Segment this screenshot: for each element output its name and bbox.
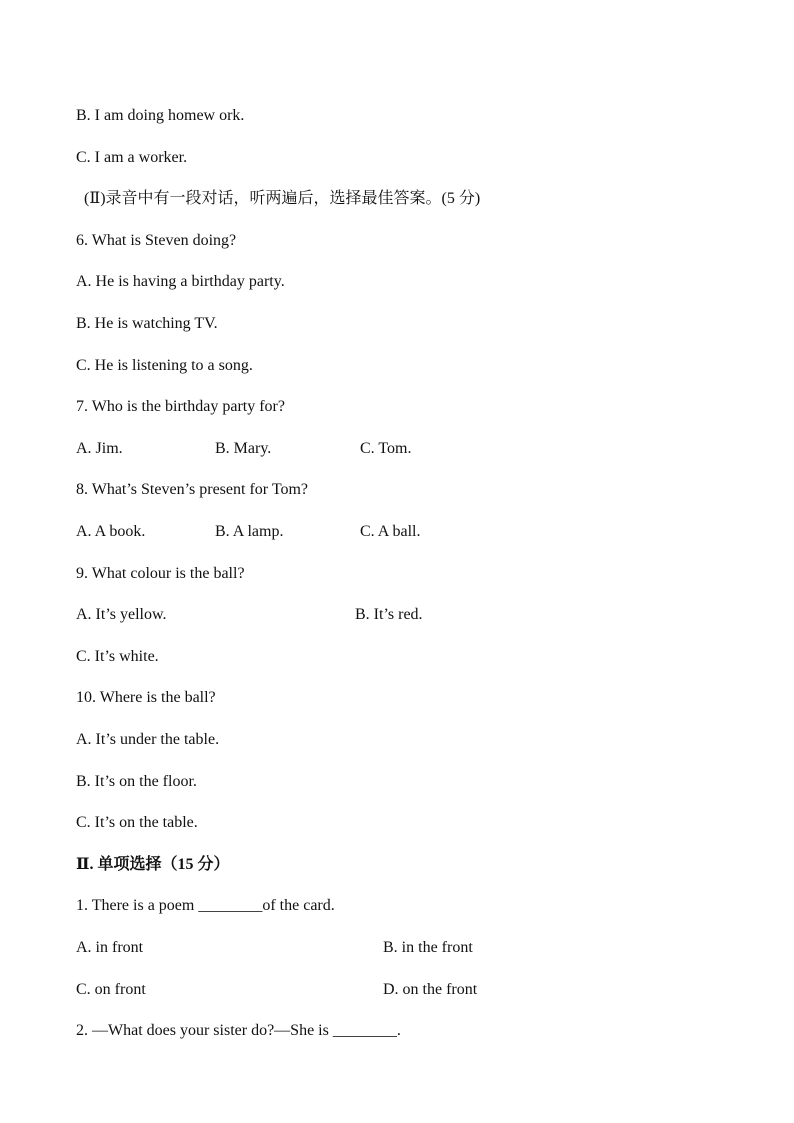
question-6: 6. What is Steven doing? — [76, 232, 237, 249]
question-9-options-row — [0, 605, 794, 625]
question-6-option-a: A. He is having a birthday party. — [76, 273, 285, 290]
choice-question-1-options-row-2 — [0, 980, 794, 1000]
question-10-option-b: B. It’s on the floor. — [76, 773, 197, 790]
choice-question-1-options-row-1 — [0, 938, 794, 958]
question-9-option-a: A. It’s yellow. — [76, 606, 167, 623]
question-10-option-a: A. It’s under the table. — [76, 731, 220, 748]
single-choice-section-heading: Ⅱ. 单项选择（15 分） — [76, 856, 230, 873]
choice-question-1-option-c: C. on front — [76, 981, 146, 998]
choice-question-1-option-b: B. in the front — [383, 939, 473, 956]
choice-question-1-option-a: A. in front — [76, 939, 144, 956]
question-7-option-c: C. Tom. — [360, 440, 412, 457]
question-8-option-a: A. A book. — [76, 523, 146, 540]
question-9: 9. What colour is the ball? — [76, 565, 245, 582]
question-8-option-c: C. A ball. — [360, 523, 421, 540]
question-8-option-b: B. A lamp. — [215, 523, 284, 540]
listening-section-instructions: (Ⅱ)录音中有一段对话，听两遍后，选择最佳答案。(5 分) — [84, 190, 481, 207]
option-b-homework: B. I am doing homew ork. — [76, 107, 245, 124]
option-c-worker: C. I am a worker. — [76, 149, 188, 166]
question-9-option-c: C. It’s white. — [76, 648, 159, 665]
question-7: 7. Who is the birthday party for? — [76, 398, 285, 415]
question-7-options-row — [0, 439, 794, 459]
choice-question-1: 1. There is a poem ________of the card. — [76, 897, 335, 914]
question-7-option-b: B. Mary. — [215, 440, 272, 457]
question-9-option-b: B. It’s red. — [355, 606, 423, 623]
question-6-option-c: C. He is listening to a song. — [76, 357, 253, 374]
question-10-option-c: C. It’s on the table. — [76, 814, 198, 831]
choice-question-2: 2. —What does your sister do?—She is ________. — [76, 1022, 401, 1039]
question-7-option-a: A. Jim. — [76, 440, 123, 457]
question-10: 10. Where is the ball? — [76, 689, 216, 706]
question-8: 8. What’s Steven’s present for Tom? — [76, 481, 309, 498]
question-6-option-b: B. He is watching TV. — [76, 315, 218, 332]
question-8-options-row — [0, 522, 794, 542]
choice-question-1-option-d: D. on the front — [383, 981, 478, 998]
